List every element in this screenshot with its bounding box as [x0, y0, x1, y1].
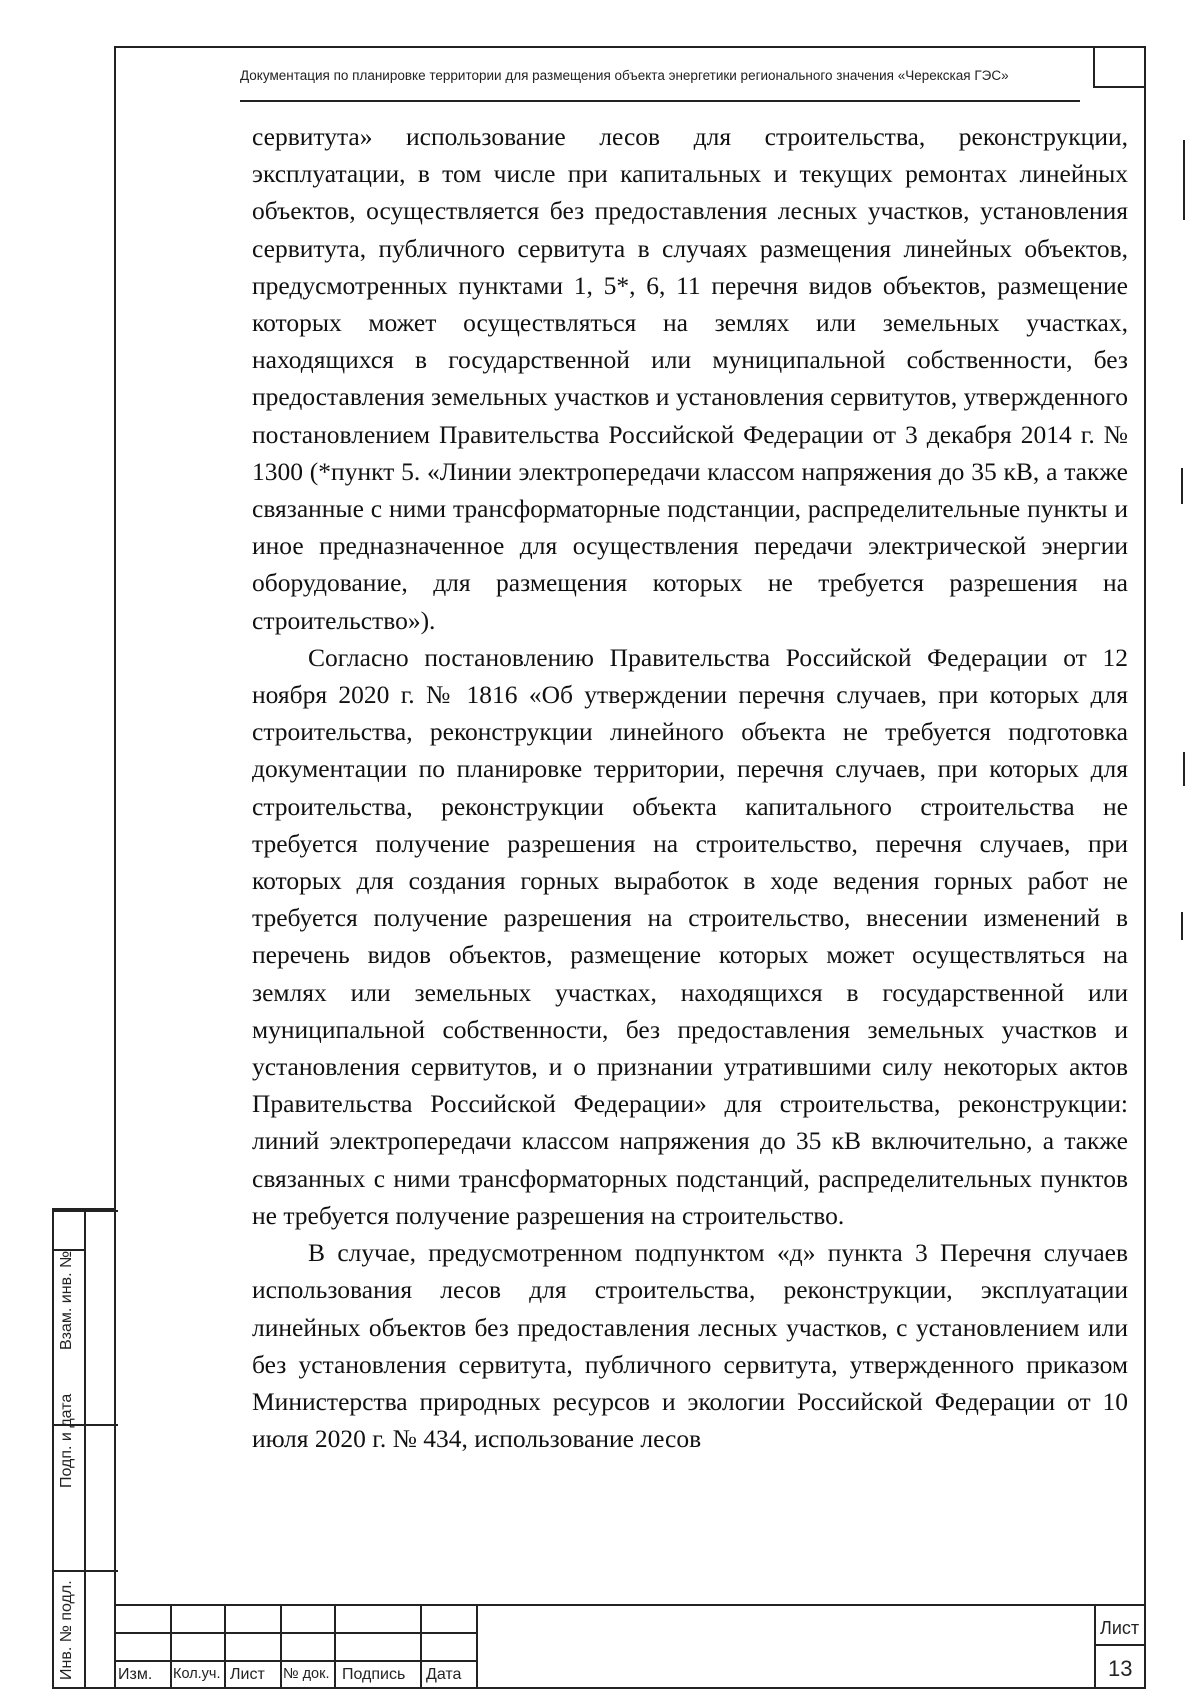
document-body	[252, 118, 1128, 1457]
sheet-number: 13	[1108, 1656, 1133, 1681]
side-label-inv: Инв. № подл.	[58, 1580, 75, 1680]
scan-mark	[1183, 752, 1185, 786]
tb-list: Лист	[230, 1666, 265, 1683]
paragraph-1: сервитута» использование лесов для строительства, реконструкции, эксплуатации, в том числе при капитальных и текущих ремонтах линейных объектов, осуществляется без предоставления лесных участков, установления сервитута, публичного сервитута в случаях размещения линейных объектов, предусмотренных пунктами 1, 5*, 6, 11 перечня видов объектов, размещение которых может осуществляться на землях или земельных участках, находящихся в государственной или муниципальной собственности, без предоставления земельных участков и установления сервитутов, утвержденного постановлением Правительства Российской Федерации от 3 декабря 2014 г. № 1300 (*пункт 5. «Линии электропередачи классом напряжения до 35 кВ, а также связанные с ними трансформаторные подстанции, распределительные пункты и иное предназначенное для осуществления передачи электрической энергии оборудование, для размещения которых не требуется разрешения на строительство»).	[252, 122, 1128, 635]
tb-ndok: № док.	[283, 1666, 330, 1682]
side-label-vzam: Взам. инв. №	[58, 1250, 75, 1350]
paragraph-2: Согласно постановлению Правительства Российской Федерации от 12 ноября 2020 г. № 1816 «Об утверждении перечня случаев, при которых для строительства, реконструкции линейного объекта не требуется подготовка документации по планировке территории, перечня случаев, при которых для строительства, реконструкции объекта капитального строительства не требуется получение разрешения на строительство, перечня случаев, при которых для создания горных выработок в ходе ведения горных работ не требуется получение разрешения на строительство, внесении изменений в перечень видов объектов, размещение которых может осуществляться на землях или земельных участках, находящихся в государственной или муниципальной собственности, без предоставления земельных участков и установления сервитутов, и о признании утратившими силу некоторых актов Правительства Российской Федерации» для строительства, реконструкции: линий электропередачи классом напряжения до 35 кВ включительно, а также связанных с ними трансформаторных подстанций, распределительных пунктов не требуется получение разрешения на строительство.	[252, 642, 1128, 1230]
scan-mark	[1183, 140, 1185, 220]
scan-mark	[1181, 468, 1183, 504]
paragraph-3: В случае, предусмотренном подпунктом «д» пункта 3 Перечня случаев использования лесов для строительства, реконструкции, эксплуатации линейных объектов без предоставления лесных участков, с установлением или без установления сервитута, публичного сервитута, утвержденного приказом Министерства природных ресурсов и экологии Российской Федерации от 10 июля 2020 г. № 434, использование лесов	[252, 1238, 1128, 1454]
tb-data: Дата	[426, 1666, 462, 1683]
document-header-title: Документация по планировке территории для размещения объекта энергетики регионального значения «Черекская ГЭС»	[240, 68, 1009, 83]
scan-mark	[1181, 912, 1183, 940]
sheet-label: Лист	[1100, 1618, 1140, 1638]
header-corner-box	[1093, 46, 1146, 88]
tb-kol: Кол.уч.	[173, 1666, 221, 1682]
tb-izm: Изм.	[118, 1666, 153, 1683]
header-rule	[240, 100, 1080, 102]
tb-podpis: Подпись	[342, 1666, 406, 1683]
title-block	[114, 1604, 1146, 1689]
side-label-podp: Подп. и дата	[58, 1393, 75, 1488]
